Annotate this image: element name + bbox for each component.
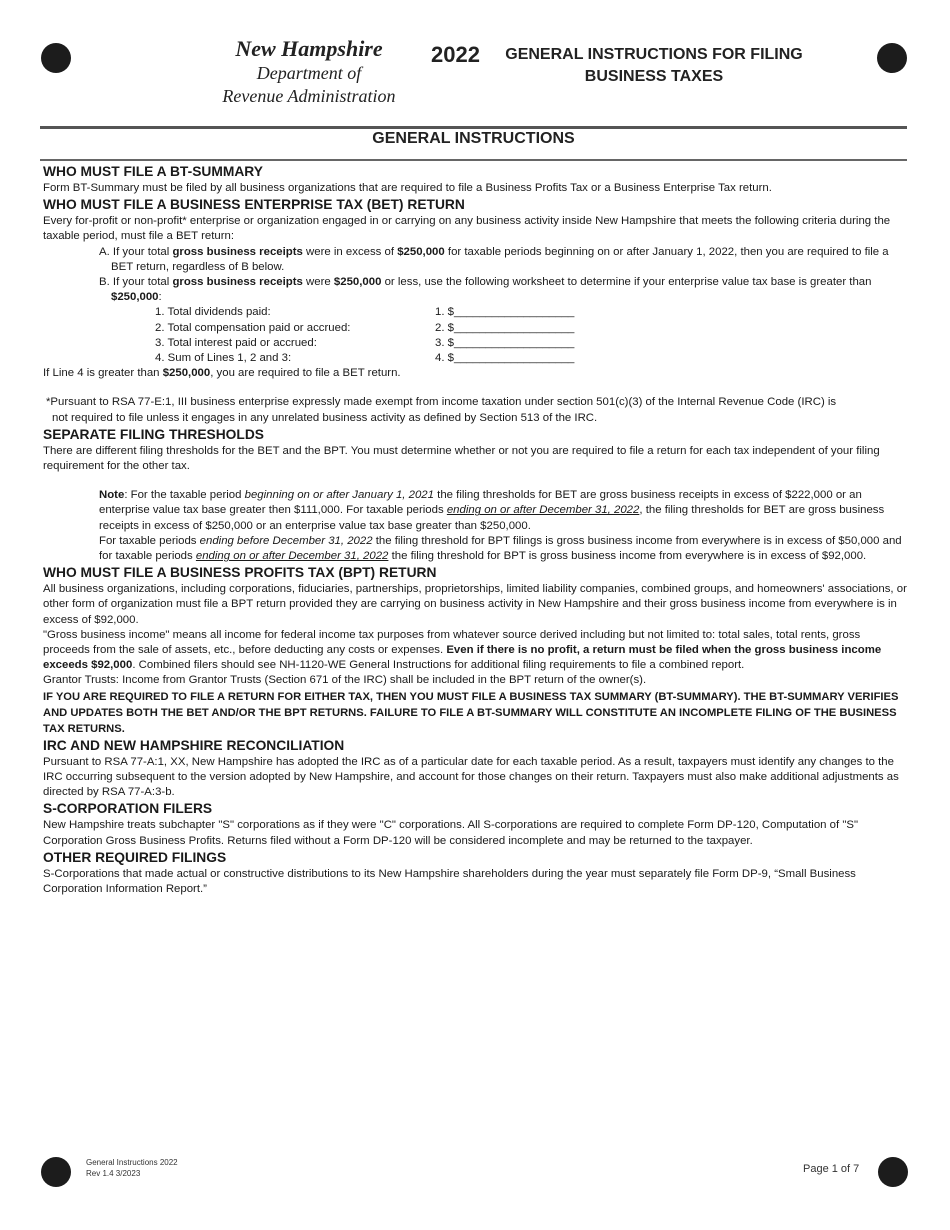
worksheet-line-label: 2. Total compensation paid or accrued: <box>155 321 351 334</box>
bpt-text: All business organizations, including corporations, fiduciaries, partnerships, proprietorships, limited liability companies, combined groups, and homeowners' associations, or other form of organization must file a BPT return provided they are carrying on business activity in New Hampshire and their gross business income from everywhere is in excess of $92,000. <box>43 583 907 626</box>
worksheet-row <box>155 336 909 351</box>
worksheet-line-field[interactable]: 1. $___________________ <box>435 306 575 319</box>
agency-state: New Hampshire <box>235 36 383 61</box>
bet-worksheet <box>43 305 909 366</box>
header-divider <box>40 126 907 129</box>
heading-irc-reconciliation: IRC AND NEW HAMPSHIRE RECONCILIATION <box>43 737 345 753</box>
heading-who-bpt: WHO MUST FILE A BUSINESS PROFITS TAX (BPT) RETURN <box>43 565 437 581</box>
page-number: Page 1 of 7 <box>803 1163 860 1175</box>
other-filings-text: S-Corporations that made actual or constructive distributions to its New Hampshire shareholders during the year must separately file Form DP-9, “Small Business Corporation Information Report.” <box>43 867 856 895</box>
heading-separate-thresholds: SEPARATE FILING THRESHOLDS <box>43 426 265 442</box>
worksheet-row <box>155 305 909 320</box>
grantor-trusts-text: Grantor Trusts: Income from Grantor Trusts (Section 671 of the IRC) shall be included in the BPT return of the owner(s). <box>43 674 647 687</box>
worksheet-line-field[interactable]: 3. $___________________ <box>435 336 575 349</box>
heading-who-bt-summary: WHO MUST FILE A BT-SUMMARY <box>43 164 263 179</box>
s-corporation-text: New Hampshire treats subchapter "S" corporations as if they were "C" corporations. All S-corporations are required to complete Form DP-120, Computation of "S" Corporation Gross Business Profits. Returns filed without a Form DP-120 will be considered incomplete and may be returned to the taxpayer. <box>43 819 859 847</box>
document-title-line1: GENERAL INSTRUCTIONS FOR FILING <box>505 46 803 63</box>
heading-s-corporation: S-CORPORATION FILERS <box>43 801 213 817</box>
worksheet-line-label: 4. Sum of Lines 1, 2 and 3: <box>155 352 292 365</box>
bt-summary-text: Form BT-Summary must be filed by all business organizations that are required to file a Business Profits Tax or a Business Enterprise Tax return. <box>43 182 772 194</box>
heading-other-filings: OTHER REQUIRED FILINGS <box>43 849 227 865</box>
worksheet-row <box>155 351 909 366</box>
separate-thresholds-text: There are different filing thresholds for the BET and the BPT. You must determine whether or not you are required to file a return for each tax independent of your filing requirement for the other tax. <box>43 444 880 473</box>
footer-form-info <box>86 1157 178 1179</box>
nonprofit-footnote-line2: not required to file unless it engages in any unrelated business activity as defined by Section 513 of the IRC. <box>52 411 598 424</box>
bpt-threshold-note: For taxable periods ending before December 31, 2022 the filing threshold for BPT filings is gross business income from everywhere is in excess of $50,000 and for taxable periods ending on or after December 31, 2022 the filing threshold for BPT is gross business income from everywhere is in excess of $92,000. <box>99 534 902 563</box>
nonprofit-footnote-line1: *Pursuant to RSA 77-E:1, III business enterprise expressly made exempt from income taxation under section 501(c)(3) of the Internal Revenue Code (IRC) is <box>46 396 837 409</box>
footer-revision: Rev 1.4 3/2023 <box>86 1169 141 1178</box>
threshold-notes <box>99 488 909 564</box>
irc-reconciliation-text: Pursuant to RSA 77-A:1, XX, New Hampshire has adopted the IRC as of a particular date for each taxable period. As a result, taxpayers must identify any changes to the IRC occurring subsequent to the version adopted by New Hampshire, and account for those changes on their return. Taxpayers must also make additional adjustments as directed by RSA 77-A:3-b. <box>43 755 899 799</box>
bet-criterion-b: B. If your total gross business receipts were $250,000 or less, use the following worksheet to determine if your enterprise value tax base is greater than $250,000: <box>99 276 872 304</box>
footer-form-name: General Instructions 2022 <box>86 1158 178 1167</box>
bet-criteria <box>99 245 909 306</box>
agency-division: Revenue Administration <box>222 86 396 106</box>
bet-criterion-a: A. If your total gross business receipts were in excess of $250,000 for taxable periods beginning on or after January 1, 2022, then you are required to file a BET return, regardless of B below. <box>99 245 889 273</box>
bet-intro: Every for-profit or non-profit* enterprise or organization engaged in or carrying on any business activity inside New Hampshire that meets the following criteria during the taxable period, must file a BET return: <box>43 215 891 243</box>
registration-mark-top-right <box>877 43 907 73</box>
instructions-body <box>43 163 909 897</box>
document-title <box>494 44 814 88</box>
document-title-line2: BUSINESS TAXES <box>584 68 724 85</box>
worksheet-line4-note: If Line 4 is greater than $250,000, you are required to file a BET return. <box>43 367 401 380</box>
registration-mark-top-left <box>41 43 71 73</box>
form-year: 2022 <box>431 42 480 67</box>
worksheet-line-label: 1. Total dividends paid: <box>155 306 271 319</box>
worksheet-row <box>155 321 909 336</box>
heading-who-bet: WHO MUST FILE A BUSINESS ENTERPRISE TAX (BET) RETURN <box>43 197 465 213</box>
bet-threshold-note: Note: For the taxable period beginning on or after January 1, 2021 the filing thresholds for BET are gross business receipts in excess of $222,000 or an enterprise value tax base greater then $111,000. For taxable periods ending on or after December 31, 2022, the filing thresholds for BET are gross business receipts in excess of $250,000 or an enterprise value tax base greater than $250,000. <box>99 489 885 532</box>
section-divider <box>40 159 907 161</box>
worksheet-line-field[interactable]: 4. $___________________ <box>435 352 575 365</box>
agency-name <box>196 36 422 108</box>
nonprofit-footnote <box>46 395 909 425</box>
worksheet-line-field[interactable]: 2. $___________________ <box>435 321 575 334</box>
agency-department: Department of <box>256 63 362 83</box>
bt-summary-requirement-notice: IF YOU ARE REQUIRED TO FILE A RETURN FOR EITHER TAX, THEN YOU MUST FILE A BUSINESS TAX SUMMARY (BT-SUMMARY). THE BT-SUMMARY VERIFIES AND UPDATES BOTH THE BET AND/OR THE BPT RETURNS. FAILURE TO FILE A BT-SUMMARY WILL CONSTITUTE AN INCOMPLETE FILING OF THE BUSINESS TAX RETURNS. <box>43 690 899 735</box>
section-title: GENERAL INSTRUCTIONS <box>372 130 575 147</box>
registration-mark-bottom-left <box>41 1157 71 1187</box>
gross-business-income-definition: "Gross business income" means all income for federal income tax purposes from whatever source derived including but not limited to: total sales, total rents, gross proceeds from the sale of assets, etc., before deducting any costs or expenses. Even if there is no profit, a return must be filed when the gross business income exceeds $92,000. Combined filers should see NH-1120-WE General Instructions for additional filing requirements to file a combined report. <box>43 628 882 672</box>
worksheet-line-label: 3. Total interest paid or accrued: <box>155 336 317 349</box>
registration-mark-bottom-right <box>878 1157 908 1187</box>
